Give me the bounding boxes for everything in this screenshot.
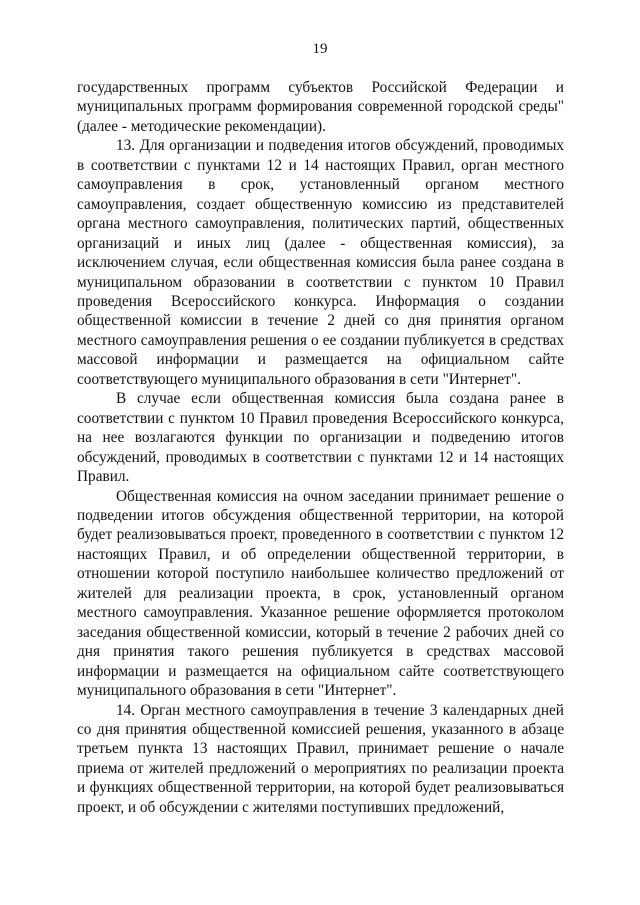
paragraph-item-13: 13. Для организации и подведения итогов обсуждений, проводимых в соответствии с пунктами 12 и 14 настоящих Правил, орган местного самоуправления в срок, установленный органом местного самоуправления, создает общественную комиссию из представителей органа местного самоуправления, политических партий, общественных организаций и иных лиц (далее - общественная комиссия), за исключением случая, если общественная комиссия была ранее создана в муниципальном образовании в соответствии с пунктом 10 Правил проведения Всероссийского конкурса. Информация о создании общественной комиссии в течение 2 дней со дня принятия органом местного самоуправления решения о ее создании публикуется в средствах массовой информации и размещается на официальном сайте соответствующего муниципального образования в сети "Интернет".	[77, 137, 564, 388]
page-number: 19	[312, 41, 328, 57]
document-body	[77, 78, 564, 817]
paragraph-existing-commission: В случае если общественная комиссия была создана ранее в соответствии с пунктом 10 Правил проведения Всероссийского конкурса, на нее возлагаются функции по организации и подведению итогов обсуждений, проводимых в соответствии с пунктами 12 и 14 настоящих Правил.	[77, 390, 564, 486]
paragraph-commission-decision: Общественная комиссия на очном заседании принимает решение о подведении итогов обсуждения общественной территории, на которой будет реализовываться проект, проведенного в соответствии с пунктом 12 настоящих Правил, и об определении общественной территории, в отношении которой поступило наибольшее количество предложений от жителей для реализации проекта, в срок, установленный органом местного самоуправления. Указанное решение оформляется протоколом заседания общественной комиссии, который в течение 2 рабочих дней со дня принятия такого решения публикуется в средствах массовой информации и размещается на официальном сайте соответствующего муниципального образования в сети "Интернет".	[77, 487, 564, 700]
paragraph-item-14: 14. Орган местного самоуправления в течение 3 календарных дней со дня принятия общественной комиссией решения, указанного в абзаце третьем пункта 13 настоящих Правил, принимает решение о начале приема от жителей предложений о мероприятиях по реализации проекта и функциях общественной территории, на которой будет реализовываться проект, и об обсуждении с жителями поступивших предложений,	[77, 701, 564, 816]
paragraph-continuation: государственных программ субъектов Российской Федерации и муниципальных программ формирования современной городской среды" (далее - методические рекомендации).	[77, 79, 564, 135]
